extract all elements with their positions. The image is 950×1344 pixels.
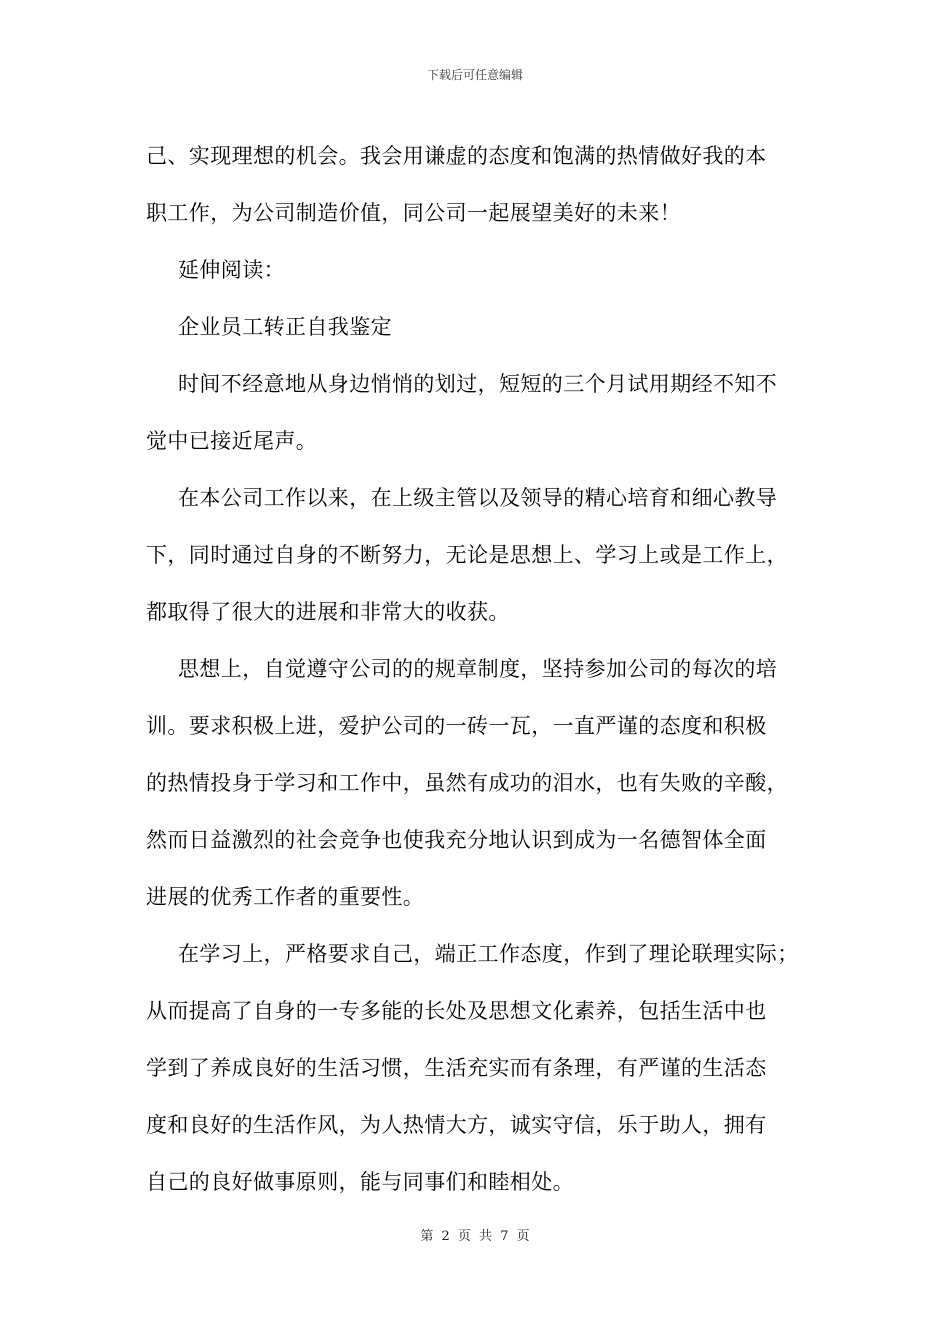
text-line: 己、实现理想的机会。我会用谦虚的态度和饱满的热情做好我的本 (146, 144, 767, 168)
paragraph-time (146, 356, 810, 470)
text-line: 然而日益激烈的社会竞争也使我充分地认识到成为一名德智体全面 (146, 828, 767, 852)
text-line: 自己的良好做事原则，能与同事们和睦相处。 (146, 1170, 574, 1194)
text-line: 职工作，为公司制造价值，同公司一起展望美好的未来！ (146, 201, 681, 225)
paragraph-work (146, 470, 810, 641)
text-line: 度和良好的生活作风，为人热情大方，诚实守信，乐于助人，拥有 (146, 1113, 767, 1137)
paragraph-study (146, 926, 810, 1211)
paragraph-1 (146, 128, 810, 242)
text-line: 从而提高了自身的一专多能的长处及思想文化素养，包括生活中也 (146, 999, 767, 1023)
text-line: 企业员工转正自我鉴定 (178, 315, 392, 339)
text-line: 时间不经意地从身边悄悄的划过，短短的三个月试用期经不知不 (178, 372, 778, 396)
page-header: 下载后可任意编辑 (426, 68, 523, 82)
text-line: 在本公司工作以来，在上级主管以及领导的精心培育和细心教导 (178, 486, 778, 510)
text-line: 训。要求积极上进，爱护公司的一砖一瓦，一直严谨的态度和积极 (146, 714, 767, 738)
document-body (146, 128, 810, 1211)
page-number-footer: 第 2 页 共 7 页 (420, 1229, 530, 1244)
paragraph-extended-reading (146, 242, 810, 299)
text-line: 都取得了很大的进展和非常大的收获。 (146, 600, 510, 624)
text-line: 在学习上，严格要求自己，端正工作态度，作到了理论联理实际； (178, 942, 799, 966)
text-line: 下，同时通过自身的不断努力，无论是思想上、学习上或是工作上， (146, 543, 788, 567)
text-line: 进展的优秀工作者的重要性。 (146, 885, 425, 909)
text-line: 延伸阅读： (178, 258, 285, 282)
paragraph-thought (146, 641, 810, 926)
text-line: 学到了养成良好的生活习惯，生活充实而有条理，有严谨的生活态 (146, 1056, 767, 1080)
text-line: 的热情投身于学习和工作中，虽然有成功的泪水，也有失败的辛酸， (146, 771, 788, 795)
section-title (146, 299, 810, 356)
text-line: 觉中已接近尾声。 (146, 429, 318, 453)
text-line: 思想上，自觉遵守公司的的规章制度，坚持参加公司的每次的培 (178, 657, 778, 681)
